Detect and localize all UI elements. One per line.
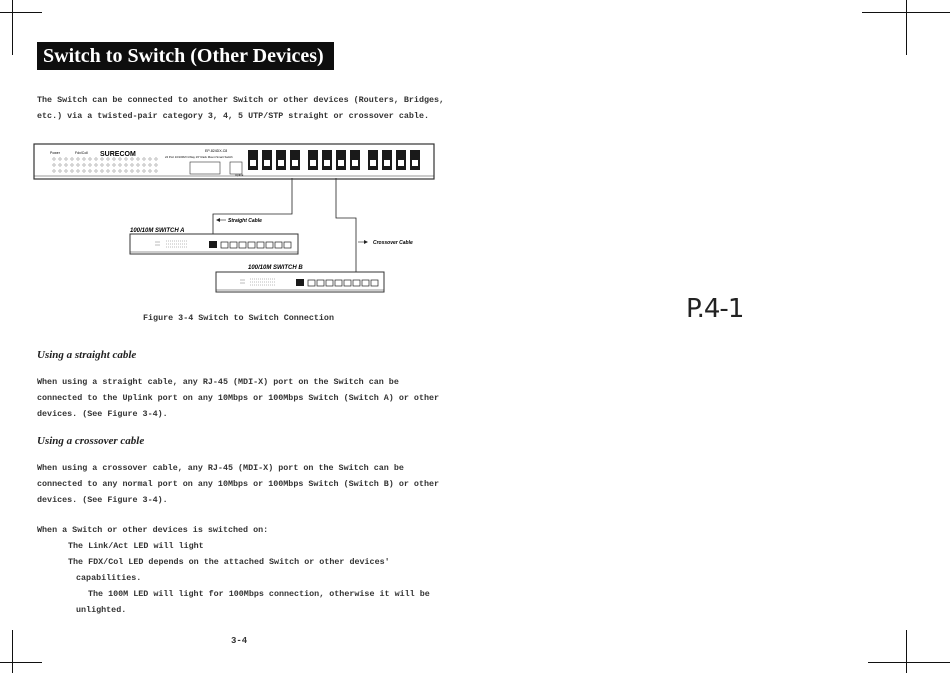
straight-line-2: connected to the Uplink port on any 10Mbps or 100Mbps Switch (Switch A) or other bbox=[37, 393, 440, 403]
power-label: Power bbox=[50, 151, 60, 155]
switch-a-label: 100/10M SWITCH A bbox=[130, 228, 185, 234]
crop-mark-bottom-left-h bbox=[0, 662, 42, 663]
page-number: 3-4 bbox=[231, 636, 248, 646]
led-line-3a: The 100M LED will light for 100Mbps connection, otherwise it will be bbox=[88, 589, 430, 599]
subtitle-label: 24 Port 10/100M N-Way 19" Rack Mount Smart Switch bbox=[165, 155, 233, 159]
led-line-1: The Link/Act LED will light bbox=[68, 541, 204, 551]
straight-line-1: When using a straight cable, any RJ-45 (MDI-X) port on the Switch can be bbox=[37, 377, 399, 387]
crop-mark-bottom-left-v bbox=[12, 630, 13, 673]
heading-crossover-cable: Using a crossover cable bbox=[37, 435, 145, 447]
crossover-cable-label: Crossover Cable bbox=[373, 240, 413, 246]
led-line-2b: capabilities. bbox=[76, 573, 142, 583]
crop-mark-top-right-v bbox=[906, 0, 907, 55]
section-title: Switch to Switch (Other Devices) bbox=[37, 42, 334, 70]
intro-line-1: The Switch can be connected to another Switch or other devices (Routers, Bridges, bbox=[37, 95, 445, 105]
crop-mark-top-left-h bbox=[0, 12, 42, 13]
crop-mark-top-left-v bbox=[12, 0, 13, 55]
crop-mark-bottom-right-v bbox=[906, 630, 907, 673]
led-line-2a: The FDX/Col LED depends on the attached Switch or other devices' bbox=[68, 557, 390, 567]
uplink-label: Uplink bbox=[235, 173, 244, 177]
switch-a bbox=[130, 228, 298, 254]
crossover-line-3: devices. (See Figure 3-4). bbox=[37, 495, 168, 505]
switch-b bbox=[216, 265, 384, 292]
straight-cable-label: Straight Cable bbox=[228, 218, 262, 224]
crossover-line-2: connected to any normal port on any 10Mbps or 100Mbps Switch (Switch B) or other bbox=[37, 479, 440, 489]
straight-line-3: devices. (See Figure 3-4). bbox=[37, 409, 168, 419]
model-label: EP-824DX-C8 bbox=[205, 149, 228, 153]
straight-cable-line bbox=[213, 178, 292, 239]
heading-straight-cable: Using a straight cable bbox=[37, 349, 137, 361]
crossover-cable-line bbox=[336, 178, 356, 278]
page-label: P.4-1 bbox=[686, 294, 744, 324]
fdx-label: Fdx/Coll bbox=[75, 151, 88, 155]
led-line-3b: unlighted. bbox=[76, 605, 127, 615]
led-intro: When a Switch or other devices is switched on: bbox=[37, 525, 269, 535]
crossover-line-1: When using a crossover cable, any RJ-45 (MDI-X) port on the Switch can be bbox=[37, 463, 404, 473]
intro-line-2: etc.) via a twisted-pair category 3, 4, 5 UTP/STP straight or crossover cable. bbox=[37, 111, 430, 121]
crop-mark-bottom-right-h bbox=[868, 662, 950, 663]
switch-connection-diagram bbox=[30, 138, 445, 300]
figure-caption: Figure 3-4 Switch to Switch Connection bbox=[143, 313, 334, 323]
switch-b-label: 100/10M SWITCH B bbox=[248, 265, 303, 271]
brand-label: SURECOM bbox=[100, 151, 136, 158]
main-switch bbox=[34, 144, 434, 179]
